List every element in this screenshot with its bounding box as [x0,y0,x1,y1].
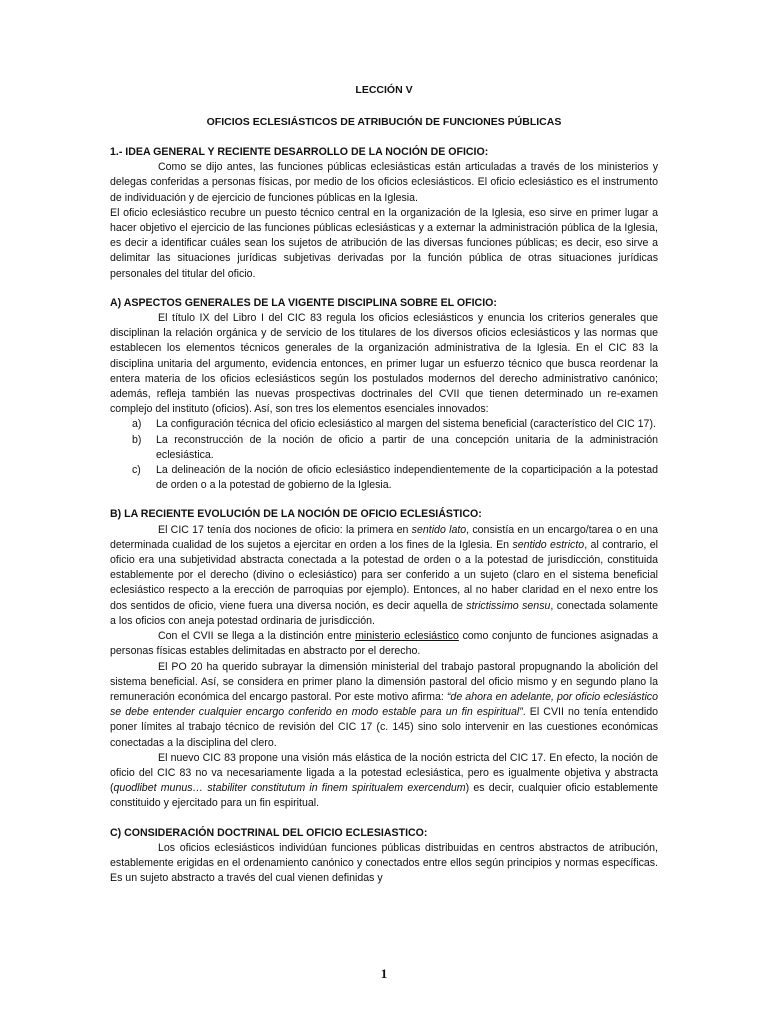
document-body [110,145,658,886]
section-b-paragraph-3: El PO 20 ha querido subrayar la dimensión ministerial del trabajo pastoral propugnando la abolición del sistema beneficial. Así, se considera en primer plano la dimensión pastoral del oficio mismo y en segundo plano la remuneración económica del encargo pastoral. Por este motivo afirma: “de ahora en adelante, por oficio eclesiástico se debe entender cualquier encargo conferido en modo estable para un fin espiritual”. El CVII no tenía entendido poner límites al trabajo técnico de revisión del CIC 17 (c. 145) sino solo intervenir en las cuestiones económicas conectadas a la disciplina del clero. [110,660,658,749]
list-item [110,417,658,432]
list-item-label: b) [132,433,142,446]
page-number: 1 [380,966,388,981]
section-a-paragraph-1: El título IX del Libro I del CIC 83 regula los oficios eclesiásticos y enuncia los criterios generales que disciplinan la relación orgánica y de servicio de los titulares de los diversos oficios eclesiásticos y las normas que establecen los elementos técnicos generales de la organización administrativa de la Iglesia. En el CIC 83 la disciplina unitaria del argumento, evidencia entonces, en primer lugar un esfuerzo técnico que busca reordenar la entera materia de los oficios eclesiásticos según los postulados modernos del derecho administrativo canónico; además, refleja también las nuevas prospectivas doctrinales del CVII que tienen determinado un re-examen complejo del instituto (oficios). Así, son tres los elementos esenciales innovados: [110,312,658,416]
section-1-heading: 1.- IDEA GENERAL Y RECIENTE DESARROLLO DE LA NOCIÓN DE OFICIO: [110,146,489,158]
section-b-heading: B) LA RECIENTE EVOLUCIÓN DE LA NOCIÓN DE OFICIO ECLESIÁSTICO: [110,508,482,521]
list-item-text: La delineación de la noción de oficio eclesiástico independientemente de la coparticipación a la potestad de orden o a la potestad de gobierno de la Iglesia. [156,464,658,492]
section-1-paragraph-2: El oficio eclesiástico recubre un puesto técnico central en la organización de la Iglesia, eso sirve en primer lugar a hacer objetivo el ejercicio de las funciones públicas eclesiásticas y a externar la administración pública de la Iglesia, es decir a identificar cuáles sean los sujetos de atribución de las diversas funciones públicas; es decir, eso sirve a delimitar las situaciones jurídicas subjetivas derivadas por la función pública de otras situaciones jurídicas personales del titular del oficio. [110,206,658,280]
list-item-text: La configuración técnica del oficio eclesiástico al margen del sistema beneficial (característico del CIC 17). [156,418,656,431]
lesson-heading: LECCIÓN V [355,84,413,96]
section-a-heading: A) ASPECTOS GENERALES DE LA VIGENTE DISCIPLINA SOBRE EL OFICIO: [110,296,497,309]
list-item [110,433,658,463]
list-item-text: La reconstrucción de la noción de oficio a partir de una concepción unitaria de la administración eclesiástica. [156,433,658,461]
list-item-label: a) [132,418,142,431]
section-b-paragraph-1: El CIC 17 tenía dos nociones de oficio: la primera en sentido lato, consistía en un encargo/tarea o en una determinada cualidad de los sujetos a ejercitar en orden a los fines de la Iglesia. En sentido estricto, al contrario, el oficio era una subjetividad abstracta conectada a la potestad de orden o a la potestad de jurisdicción, constituida establemente por el derecho (divino o eclesiástico) para ser conferido a un sujeto (claro en el sistema beneficial eclesiástico respecto a la erección de parroquias por ejemplo). Entonces, al no haber claridad en el nexo entre los dos sentidos de oficio, viene fuera una diversa noción, es decir aquella de strictissimo sensu, conectada solamente a los oficios con aneja potestad ordinaria de jurisdicción. [110,523,658,627]
underlined-term: ministerio eclesiástico [355,630,459,643]
section-1-paragraph-1: Como se dijo antes, las funciones públicas eclesiásticas están articuladas a través de los ministerios y delegas conferidas a personas físicas, por medio de los oficios eclesiásticos. El oficio eclesiástico es el instrumento de individuación y de ejercicio de funciones públicas en la Iglesia. [110,161,658,204]
section-c-heading: C) CONSIDERACIÓN DOCTRINAL DEL OFICIO ECLESIASTICO: [110,826,428,839]
section-c-paragraph-1: Los oficios eclesiásticos individúan funciones públicas distribuidas en centros abstractos de atribución, establemente erigidas en el ordenamiento canónico y conectados entre ellos según principios y normas específicas. Es un sujeto abstracto a través del cual vienen definidas y [110,841,658,885]
section-b-paragraph-2: Con el CVII se llega a la distinción entre ministerio eclesiástico como conjunto de funciones asignadas a personas físicas estables delimitadas en abstracto por el derecho. [110,630,658,658]
list-item-label: c) [132,464,141,477]
quotation: “de ahora en adelante, por oficio eclesiástico se debe entender cualquier encargo conferido en modo estable para un fin espiritual” [110,690,658,719]
list-item [110,463,658,493]
document-title: OFICIOS ECLESIÁSTICOS DE ATRIBUCIÓN DE FUNCIONES PÚBLICAS [206,116,562,128]
section-b-paragraph-4: El nuevo CIC 83 propone una visión más elástica de la noción estricta del CIC 17. En efecto, la noción de oficio del CIC 83 no va necesariamente ligada a la potestad eclesiástica, pero es igualmente objetiva y abstracta (quodlibet munus… stabiliter constitutum in finem spiritualem exercendum) es decir, cualquier oficio establemente constituido y ejercitado para un fin espiritual. [110,751,658,810]
section-a-list [110,417,658,493]
